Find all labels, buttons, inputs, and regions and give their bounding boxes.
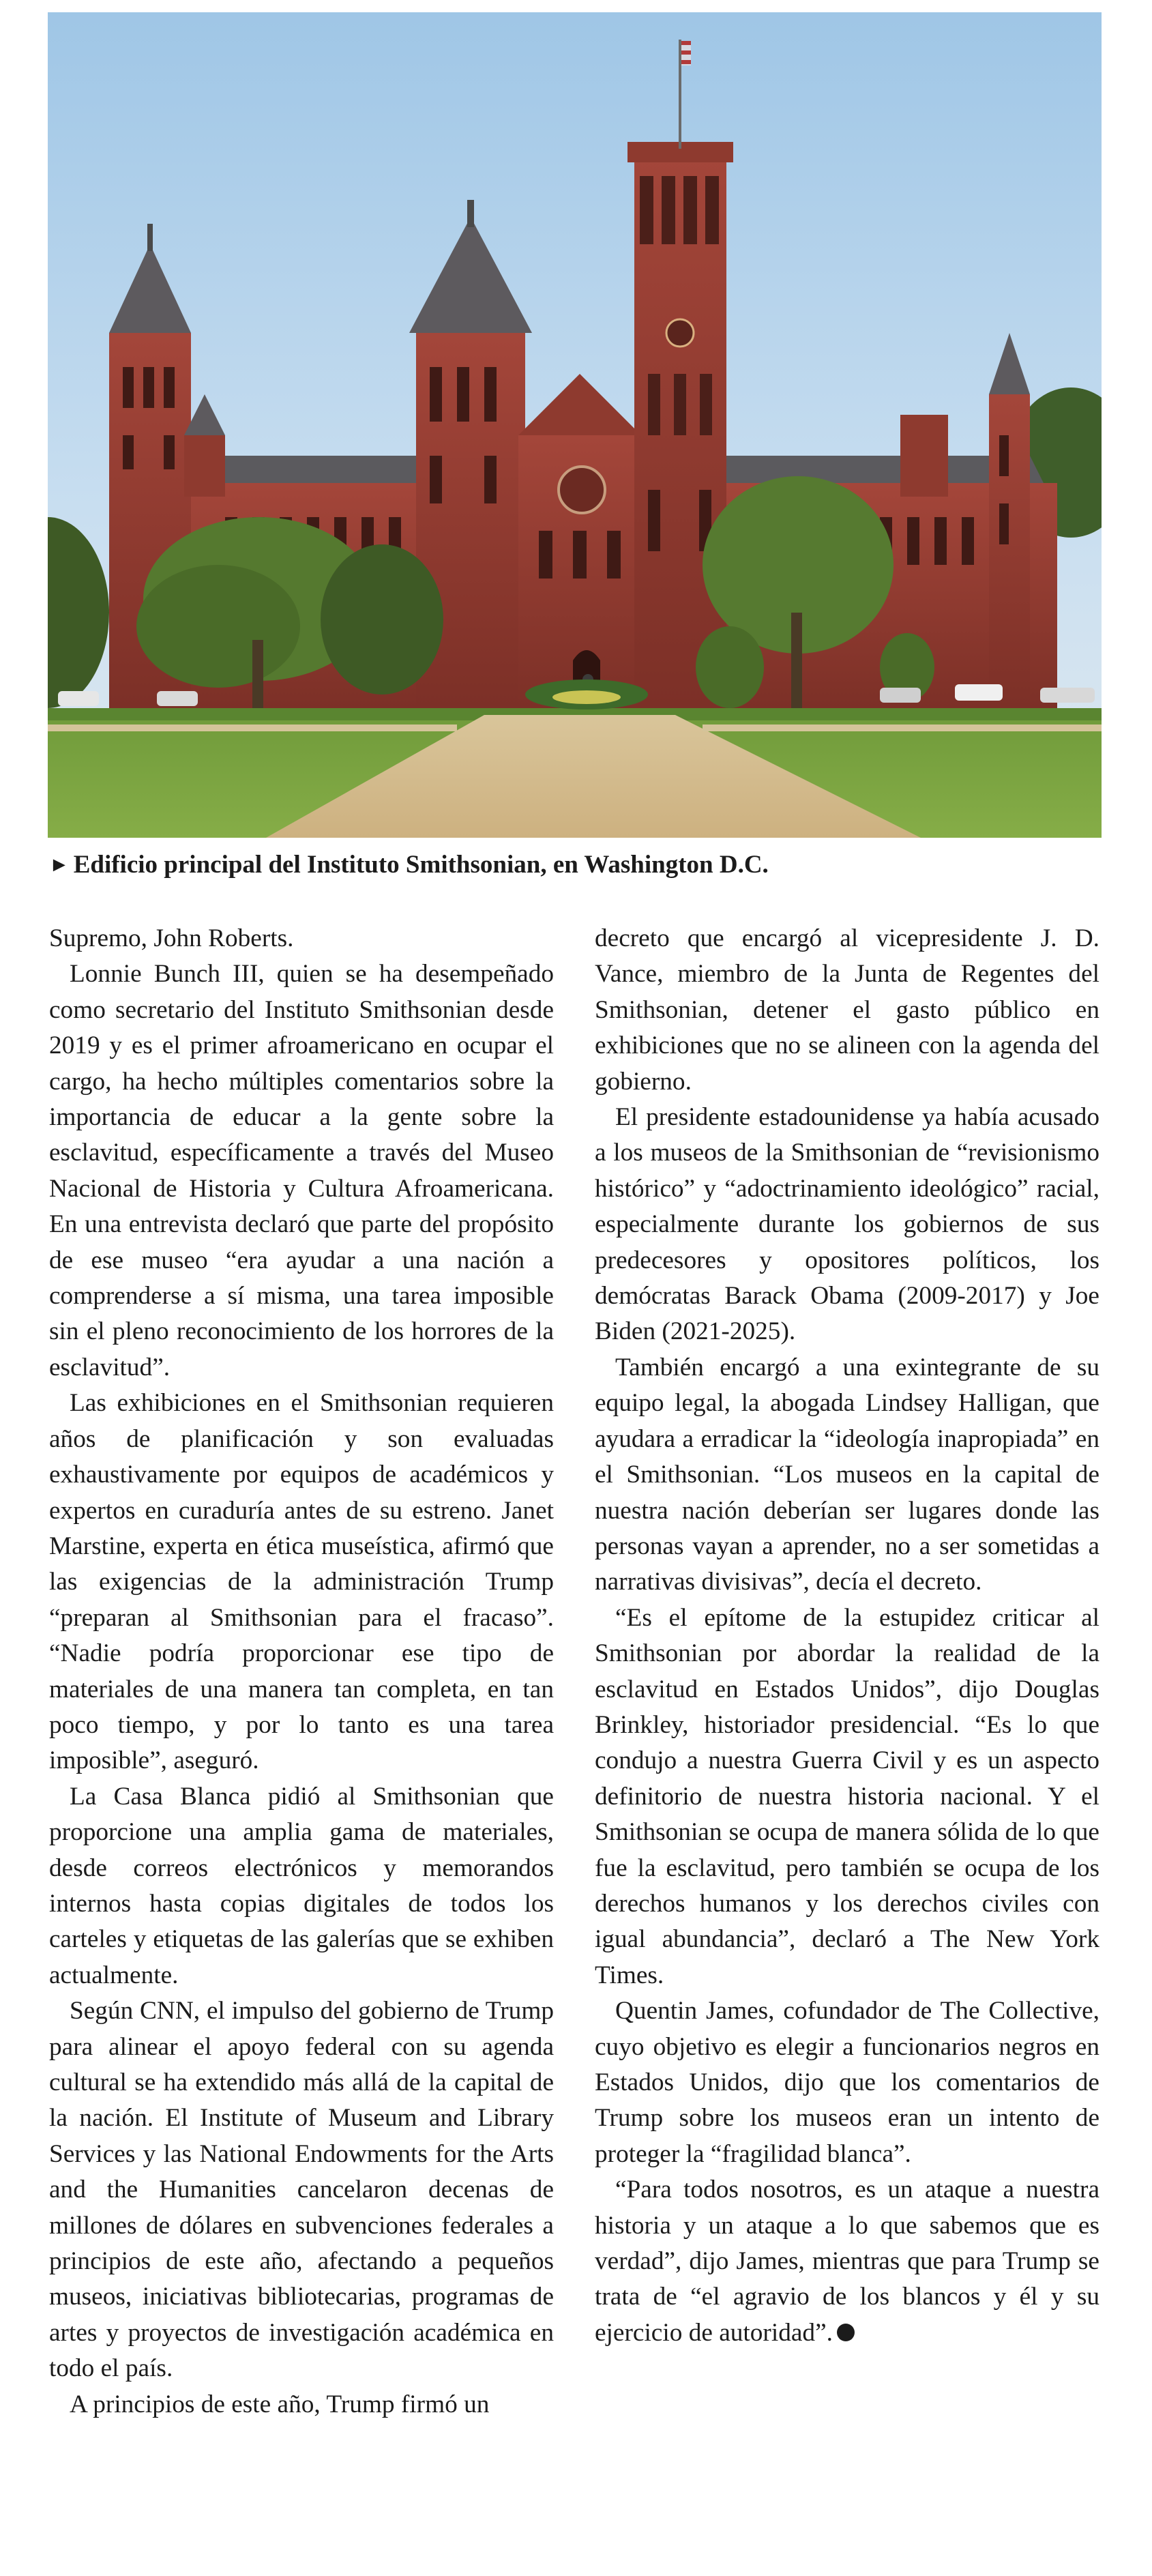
paragraph-final — [595, 2172, 1099, 2351]
paragraph: También encargó a una exintegrante de su equipo legal, la abogada Lindsey Halligan, que ayudara a erradicar la “ideología inapropiada” en el Smithsonian. “Los museos en la capital de nuestra nación deberían ser lugares donde las personas vayan a aprender, no a ser sometidas a narrativas divisivas”, decía el decreto. — [595, 1353, 1099, 1596]
paragraph: Las exhibiciones en el Smithsonian requieren años de planificación y son evaluadas exhaustivamente por equipos de académicos y expertos en curaduría antes de su estreno. Janet Marstine, experta en ética museística, afirmó que las exigencias de la administración Trump “preparan al Smithsonian para el fracaso”. “Nadie podría proporcionar ese tipo de materiales de una manera tan completa, en tan poco tiempo, y por lo tanto es una tarea imposible”, aseguró. — [49, 1389, 554, 1775]
paragraph: Lonnie Bunch III, quien se ha desempeñado como secretario del Instituto Smithsonian desde 2019 y es el primer afroamericano en ocupar el cargo, ha hecho múltiples comentarios sobre la importancia de educar a la gente sobre la esclavitud, específicamente a través del Museo Nacional de Historia y Cultura Afroamericana. En una entrevista declaró que parte del propósito de ese museo “era ayudar a una nación a comprenderse a sí misma, una tarea imposible sin el pleno reconocimiento de los horrores de la esclavitud”. — [49, 960, 554, 1381]
final-paragraph-text: “Para todos nosotros, es un ataque a nuestra historia y un ataque a lo que sabemos que es verdad”, dijo James, mientras que para Trump se trata de “el agravio de los blancos y él y su ejercicio de autoridad”. — [595, 2176, 1099, 2347]
caption-text: Edificio principal del Instituto Smithsonian, en Washington D.C. — [73, 851, 769, 879]
end-of-article-icon — [837, 2324, 855, 2341]
paragraph: decreto que encargó al vicepresidente J. D. Vance, miembro de la Junta de Regentes del Smithsonian, detener el gasto público en exhibiciones que no se alineen con la agenda del gobierno. — [595, 924, 1099, 1096]
article-column-right — [595, 921, 1099, 2558]
paragraph: El presidente estadounidense ya había acusado a los museos de la Smithsonian de “revisionismo histórico” y “adoctrinamiento ideológico” racial, especialmente durante los gobiernos de sus predecesores y opositores políticos, los demócratas Barack Obama (2009-2017) y Joe Biden (2021-2025). — [595, 1103, 1099, 1346]
paragraph: Quentin James, cofundador de The Collective, cuyo objetivo es elegir a funcionarios negros en Estados Unidos, dijo que los comentarios de Trump sobre los museos eran un intento de proteger la “fragilidad blanca”. — [595, 1997, 1099, 2168]
caption-marker-icon: ► — [49, 853, 70, 876]
photo-caption — [49, 847, 1103, 883]
article-column-left — [49, 921, 554, 2558]
smithsonian-castle-photo — [48, 12, 1102, 838]
paragraph: La Casa Blanca pidió al Smithsonian que proporcione una amplia gama de materiales, desde correos electrónicos y memorandos internos hasta copias digitales de todos los carteles y etiquetas de las galerías que se exhiben actualmente. — [49, 1782, 554, 1989]
paragraph: Supremo, John Roberts. — [49, 924, 294, 952]
paragraph: Según CNN, el impulso del gobierno de Trump para alinear el apoyo federal con su agenda cultural se ha extendido más allá de la capital de la nación. El Institute of Museum and Library Services y las National Endowments for the Arts and the Humanities cancelaron decenas de millones de dólares en subvenciones federales a principios de este año, afectando a pequeños museos, iniciativas bibliotecarias, programas de artes y proyectos de investigación académica en todo el país. — [49, 1997, 554, 2383]
paragraph: A principios de este año, Trump firmó un — [70, 2390, 490, 2418]
paragraph: “Es el epítome de la estupidez criticar al Smithsonian por abordar la realidad de la esclavitud en Estados Unidos”, dijo Douglas Brinkley, historiador presidencial. “Es lo que condujo a nuestra Guerra Civil y es un aspecto definitorio de nuestra historia nacional. Y el Smithsonian se ocupa de manera sólida de lo que fue la esclavitud, pero también se ocupa de los derechos humanos y los derechos civiles con igual abundancia”, declaró a The New York Times. — [595, 1603, 1099, 1989]
